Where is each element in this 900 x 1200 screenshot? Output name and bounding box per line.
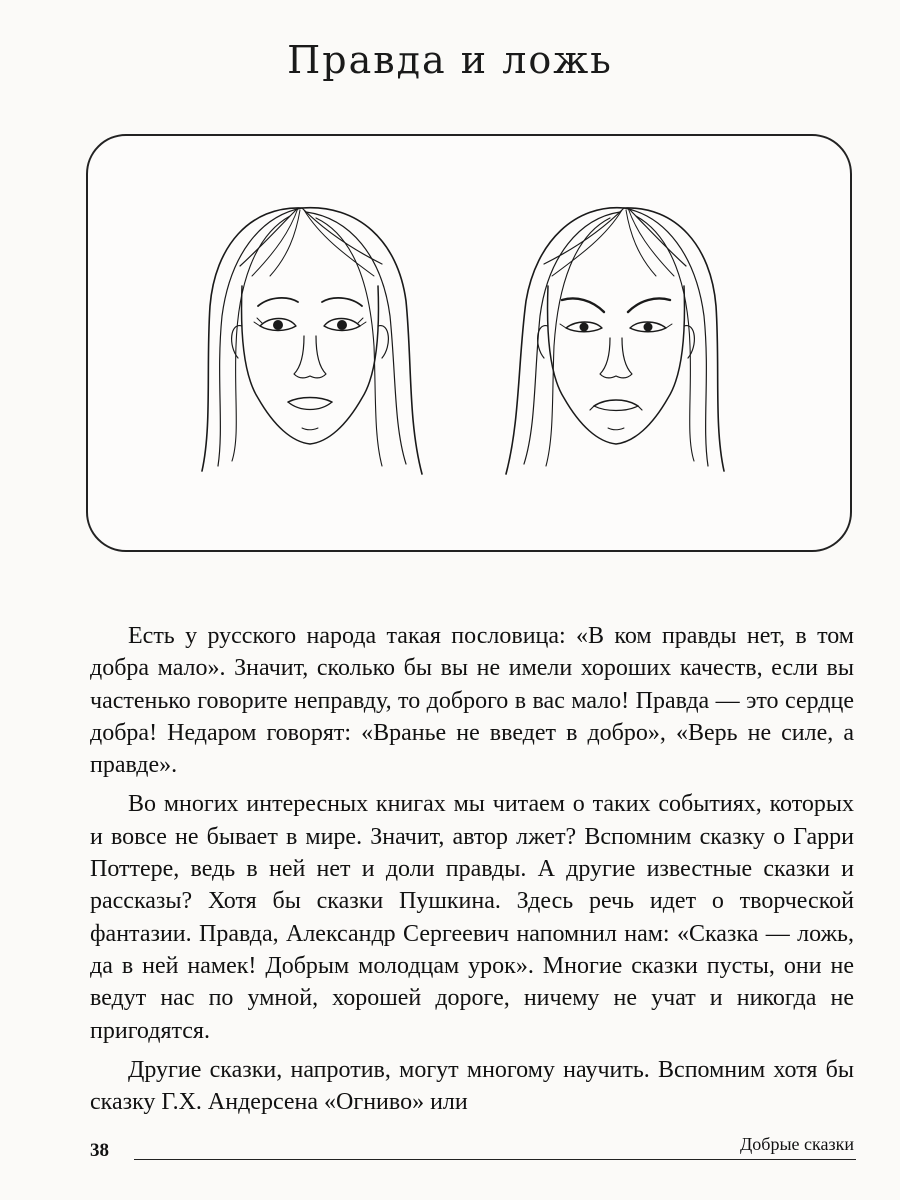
paragraph-2: Во многих интересных книгах мы читаем о таких событиях, которых и вовсе не бывает в мире. Значит, автор лжет? Вспомним сказку о Гарри Поттере, ведь в ней нет и доли правды. А другие известные сказки и рассказы? Хотя бы сказки Пушкина. Здесь речь идет о творческой фантазии. Правда, Александр Сергеевич напомнил нам: «Сказка — ложь, да в ней намек! Добрым молодцам урок». Многие сказки пусты, они не ведут нас по умной, хорошей дороге, ничему не учат и никогда не пригодятся. [90,791,854,1044]
body-text [90,620,854,1125]
page-title: Правда и ложь [287,38,613,82]
illustration-frame [86,134,852,552]
running-footer-title: Добрые сказки [740,1134,854,1154]
truthful-face-drawing [202,208,422,474]
paragraph-1: Есть у русского народа такая пословица: «В ком правды нет, в том добра мало». Значит, сколько бы вы не имели хороших качеств, если вы частенько говорите неправду, то доброго в вас мало! Правда — это сердце добра! Недаром говорят: «Вранье не введет в добро», «Верь не силе, а правде». [90,623,854,779]
paragraph-3: Другие сказки, напротив, могут многому научить. Вспомним хотя бы сказку Г.Х. Андерсена «Огниво» или [90,1056,854,1116]
page-number: 38 [90,1140,109,1161]
lying-face-drawing [506,208,724,474]
footer-divider [134,1159,856,1160]
